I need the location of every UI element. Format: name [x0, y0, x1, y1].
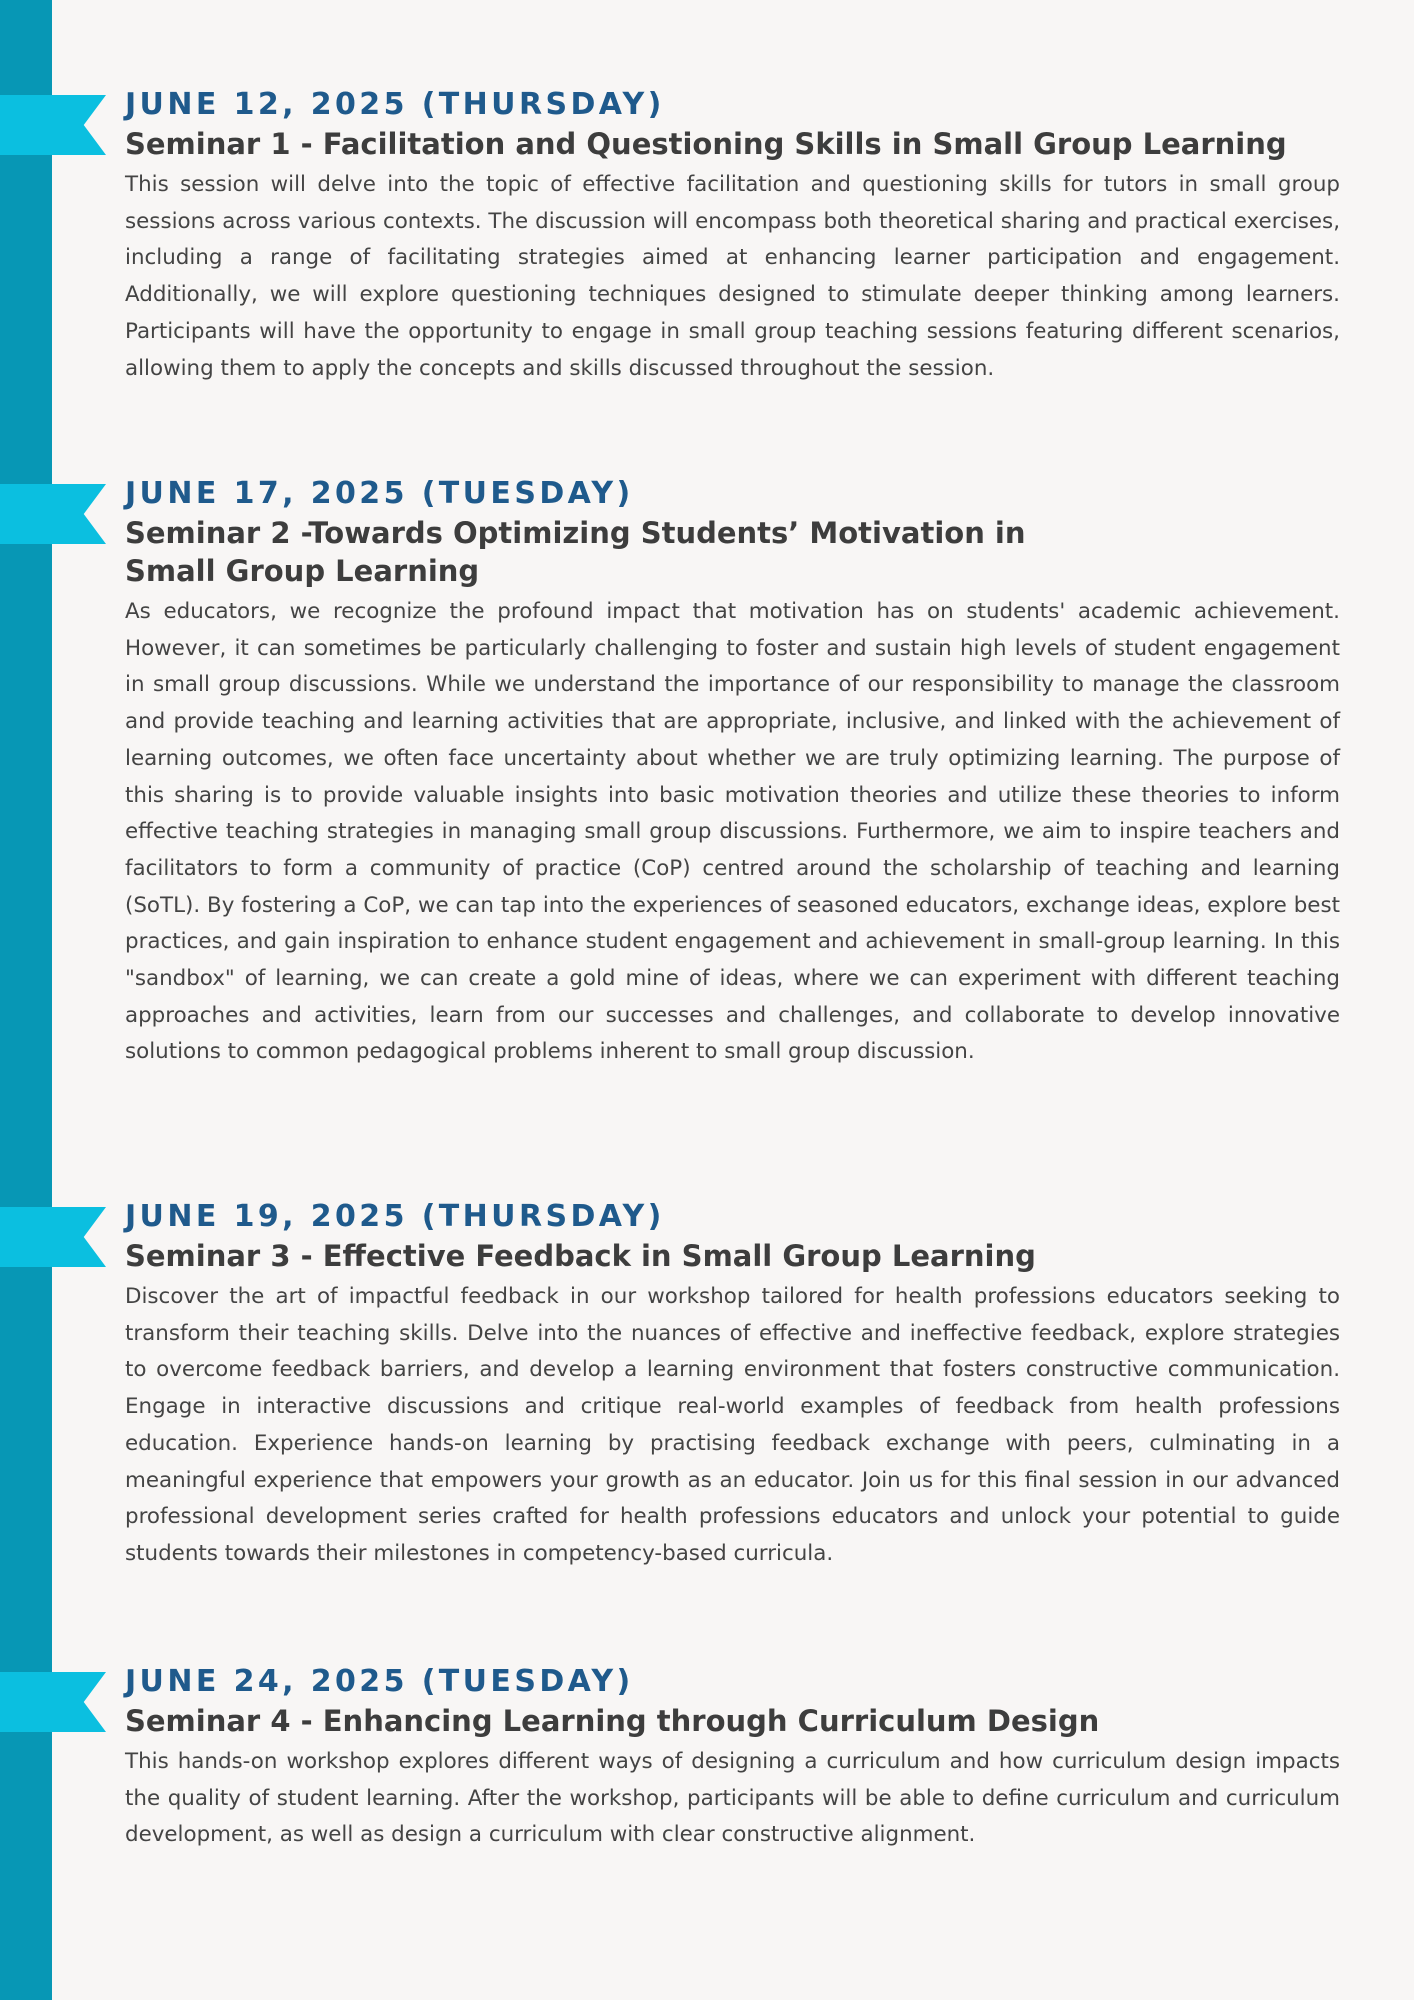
seminar-2-title-line-2: Small Group Learning	[125, 554, 480, 588]
ribbon-marker-2	[0, 484, 106, 544]
seminar-4-section	[125, 1664, 1340, 1854]
seminar-2-title-line-1: Seminar 2 -Towards Optimizing Students’ Motivation in	[125, 516, 1026, 550]
seminar-1-section	[125, 87, 1340, 387]
seminar-3-description: Discover the art of impactful feedback in our workshop tailored for health professions educators seeking to transform their teaching skills. Delve into the nuances of effective and ineffective feedback, explore strategies to overcome feedback barriers, and develop a learning environment that fosters constructive communication. Engage in interactive discussions and critique real-world examples of feedback from health professions education. Experience hands-on learning by practising feedback exchange with peers, culminating in a meaningful experience that empowers your growth as an educator. Join us for this final session in our advanced professional development series crafted for health professions educators and unlock your potential to guide students towards their milestones in competency-based curricula.	[125, 1284, 1340, 1566]
seminar-2-description: As educators, we recognize the profound impact that motivation has on students' academic achievement. However, it can sometimes be particularly challenging to foster and sustain high levels of student engagement in small group discussions. While we understand the importance of our responsibility to manage the classroom and provide teaching and learning activities that are appropriate, inclusive, and linked with the achievement of learning outcomes, we often face uncertainty about whether we are truly optimizing learning. The purpose of this sharing is to provide valuable insights into basic motivation theories and utilize these theories to inform effective teaching strategies in managing small group discussions. Furthermore, we aim to inspire teachers and facilitators to form a community of practice (CoP) centred around the scholarship of teaching and learning (SoTL). By fostering a CoP, we can tap into the experiences of seasoned educators, exchange ideas, explore best practices, and gain inspiration to enhance student engagement and achievement in small-group learning. In this "sandbox" of learning, we can create a gold mine of ideas, where we can experiment with different teaching approaches and activities, learn from our successes and challenges, and collaborate to develop innovative solutions to common pedagogical problems inherent to small group discussion.	[125, 599, 1340, 1065]
seminar-4-date: JUNE 24, 2025 (TUESDAY)	[125, 1664, 634, 1699]
ribbon-marker-1	[0, 95, 106, 155]
seminar-1-title: Seminar 1 - Facilitation and Questioning Skills in Small Group Learning	[125, 127, 1287, 161]
seminar-1-description: This session will delve into the topic of effective facilitation and questioning skills for tutors in small group sessions across various contexts. The discussion will encompass both theoretical sharing and practical exercises, including a range of facilitating strategies aimed at enhancing learner participation and engagement. Additionally, we will explore questioning techniques designed to stimulate deeper thinking among learners. Participants will have the opportunity to engage in small group teaching sessions featuring different scenarios, allowing them to apply the concepts and skills discussed throughout the session.	[125, 172, 1340, 381]
seminar-3-section	[125, 1199, 1340, 1573]
seminar-2-title	[125, 514, 1340, 590]
seminar-2-date: JUNE 17, 2025 (TUESDAY)	[125, 476, 634, 511]
seminar-3-title: Seminar 3 - Effective Feedback in Small Group Learning	[125, 1239, 1036, 1273]
ribbon-marker-4	[0, 1672, 106, 1732]
seminar-2-section	[125, 476, 1340, 1071]
seminar-4-title: Seminar 4 - Enhancing Learning through Curriculum Design	[125, 1704, 1100, 1738]
seminar-4-description: This hands-on workshop explores different ways of designing a curriculum and how curriculum design impacts the quality of student learning. After the workshop, participants will be able to define curriculum and curriculum development, as well as design a curriculum with clear constructive alignment.	[125, 1749, 1340, 1848]
ribbon-marker-3	[0, 1207, 106, 1267]
seminar-3-date: JUNE 19, 2025 (THURSDAY)	[125, 1199, 665, 1234]
seminar-1-date: JUNE 12, 2025 (THURSDAY)	[125, 87, 665, 122]
